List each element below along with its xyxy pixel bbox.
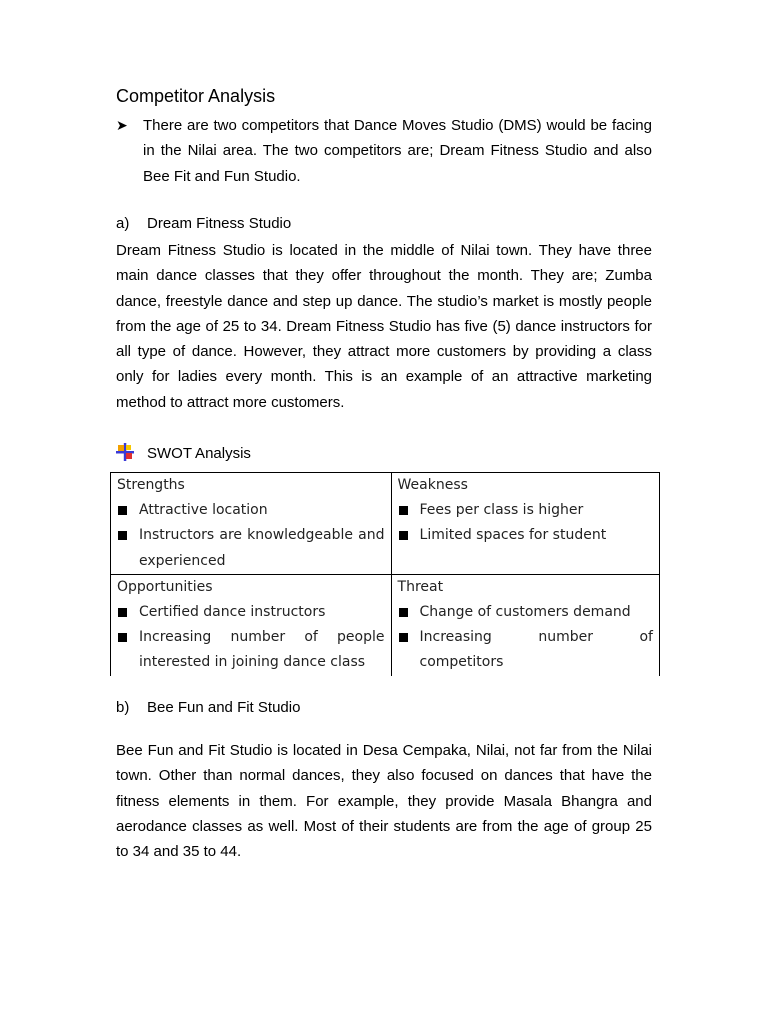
section-b-paragraph: Bee Fun and Fit Studio is located in Desa Cempaka, Nilai, not far from the Nilai town. Other than normal dances, they also focused on dances that have the fitness elements in them. For example, they provide Masala Bhangra and aerodance classes as well. Most of their students are from the age of group 25 to 34 and 35 to 44. [116, 742, 652, 861]
section-a-index: a) [116, 215, 130, 232]
swot-strengths-cell [111, 473, 392, 575]
square-bullet-icon [398, 498, 420, 523]
swot-table [110, 472, 660, 676]
list-item: Instructors are knowledgeable and experienced [117, 523, 385, 574]
section-a-heading [116, 215, 291, 232]
swot-weakness-cell [391, 473, 659, 575]
list-item: Increasing number of people interested in joining dance class [117, 625, 385, 676]
square-bullet-icon [117, 523, 139, 574]
square-bullet-icon [398, 523, 420, 548]
strengths-label: Strengths [117, 477, 185, 493]
square-bullet-icon [398, 625, 420, 676]
swot-threat-cell [391, 574, 659, 675]
intro-paragraph: There are two competitors that Dance Moves Studio (DMS) would be facing in the Nilai area. The two competitors are; Dream Fitness Studio and also Bee Fit and Fun Studio. [143, 117, 652, 185]
section-a-title: Dream Fitness Studio [147, 215, 292, 232]
square-bullet-icon [117, 625, 139, 676]
section-b-index: b) [116, 699, 130, 716]
swot-bullet-icon [116, 443, 134, 461]
list-item: Limited spaces for student [398, 523, 653, 548]
section-a-paragraph: Dream Fitness Studio is located in the middle of Nilai town. They have three main dance classes that they offer throughout the month. They are; Zumba dance, freestyle dance and step up dance. The studio’s market is mostly people from the age of 25 to 34. Dream Fitness Studio has five (5) dance instructors for all type of dance. However, they attract more customers by providing a class only for ladies every month. This is an example of an attractive marketing method to attract more customers. [116, 242, 652, 411]
list-item: Fees per class is higher [398, 498, 653, 523]
list-item: Attractive location [117, 498, 385, 523]
opportunities-label: Opportunities [117, 578, 213, 595]
square-bullet-icon [117, 600, 139, 625]
list-item: Change of customers demand [398, 600, 653, 625]
square-bullet-icon [398, 600, 420, 625]
arrow-bullet-icon: ➤ [116, 117, 128, 133]
table-corner-right [659, 667, 660, 675]
threat-label: Threat [397, 578, 444, 595]
swot-title: SWOT Analysis [147, 445, 251, 462]
table-corner-left [110, 667, 111, 675]
swot-row-bottom [111, 574, 660, 675]
weakness-label: Weakness [397, 477, 468, 493]
section-b-heading [116, 699, 300, 716]
swot-row-top [111, 473, 660, 575]
section-b-title: Bee Fun and Fit Studio [147, 699, 301, 716]
swot-opportunities-cell [111, 574, 392, 675]
list-item: Increasing number of competitors [398, 625, 653, 676]
square-bullet-icon [117, 498, 139, 523]
page-title: Competitor Analysis [116, 86, 276, 106]
list-item: Certified dance instructors [117, 600, 385, 625]
